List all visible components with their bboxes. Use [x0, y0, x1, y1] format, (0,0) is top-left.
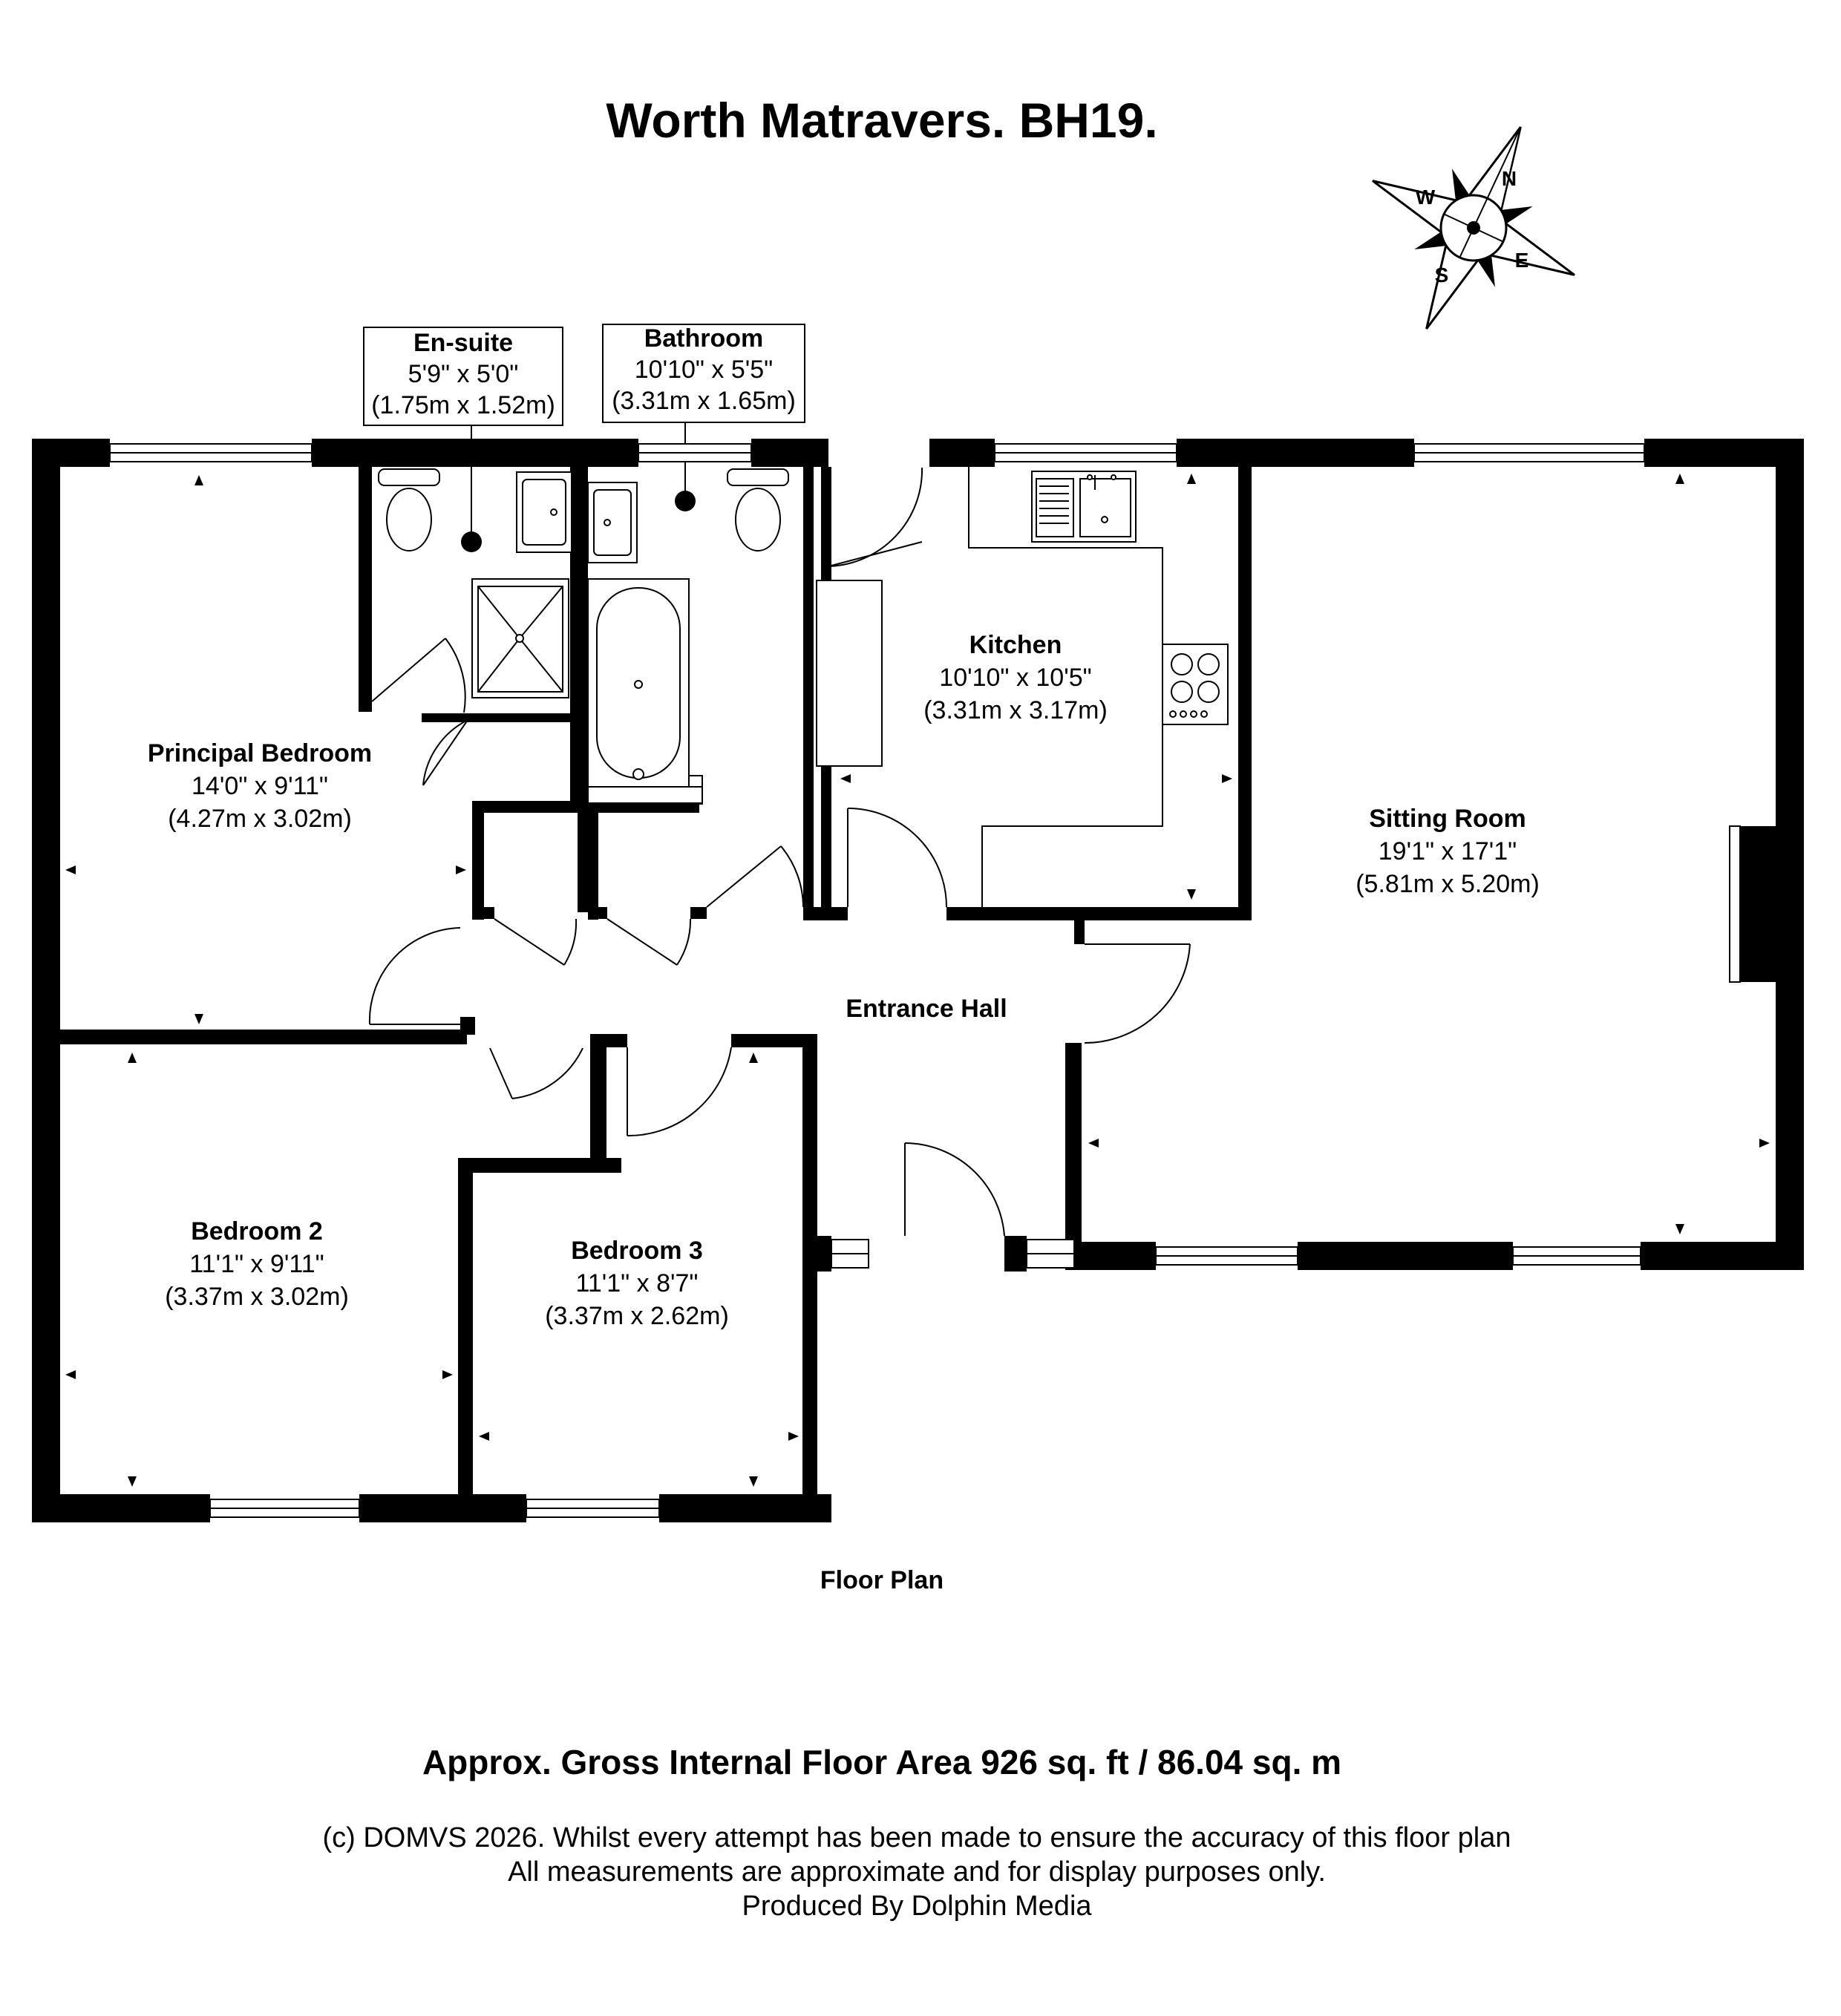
compass-label-n: N — [1501, 167, 1517, 190]
room-dim-imperial: 10'10" x 5'5" — [634, 356, 774, 384]
compass-label-w: W — [1415, 186, 1436, 209]
room-dim-imperial: 10'10" x 10'5" — [939, 664, 1092, 692]
room-dim-imperial: 19'1" x 17'1" — [1378, 837, 1517, 865]
disclaimer-line: (c) DOMVS 2026. Whilst every attempt has been made to ensure the accuracy of this floor plan — [322, 1822, 1511, 1853]
room-dim-imperial: 11'1" x 9'11" — [189, 1250, 324, 1278]
room-name: Bedroom 3 — [571, 1237, 703, 1265]
compass-rose-icon — [1326, 80, 1622, 376]
basin-icon — [517, 472, 572, 552]
room-bedroom-2 — [165, 1217, 349, 1311]
room-dim-imperial: 14'0" x 9'11" — [192, 772, 328, 800]
plan-title: Worth Matravers. BH19. — [606, 93, 1158, 148]
walls — [32, 439, 1804, 1522]
room-dim-metric: (3.31m x 1.65m) — [612, 387, 796, 415]
room-dim-metric: (1.75m x 1.52m) — [371, 391, 555, 419]
room-name: Bathroom — [644, 324, 764, 353]
room-dim-metric: (3.31m x 3.17m) — [923, 696, 1108, 724]
room-principal-bedroom — [148, 739, 372, 833]
room-name: Sitting Room — [1369, 805, 1526, 833]
compass-label-s: S — [1434, 264, 1449, 287]
basin-icon — [588, 482, 637, 563]
room-dim-metric: (3.37m x 2.62m) — [545, 1302, 729, 1330]
floor-area: Approx. Gross Internal Floor Area 926 sq. ft / 86.04 sq. m — [422, 1743, 1342, 1781]
compass-label-e: E — [1514, 249, 1529, 272]
hob-icon — [1163, 644, 1228, 724]
shower-tray-icon — [472, 579, 569, 698]
disclaimer-line: All measurements are approximate and for display purposes only. — [508, 1856, 1326, 1888]
room-entrance-hall — [846, 995, 1007, 1023]
room-dim-imperial: 11'1" x 8'7" — [575, 1269, 699, 1297]
room-dim-metric: (3.37m x 3.02m) — [165, 1283, 349, 1311]
room-name: Entrance Hall — [846, 995, 1007, 1023]
floor-label: Floor Plan — [820, 1566, 944, 1594]
room-bedroom-3 — [545, 1237, 729, 1330]
sink-icon — [1032, 471, 1136, 542]
room-name: Principal Bedroom — [147, 739, 373, 768]
room-dim-imperial: 5'9" x 5'0" — [408, 360, 519, 388]
dimension-markers — [65, 474, 1770, 1487]
room-dim-metric: (5.81m x 5.20m) — [1356, 870, 1540, 898]
room-name: Bedroom 2 — [191, 1217, 323, 1246]
toilet-icon — [379, 469, 439, 551]
room-sitting-room — [1356, 805, 1540, 898]
toilet-icon — [727, 469, 788, 551]
room-dim-metric: (4.27m x 3.02m) — [168, 805, 352, 833]
disclaimer-line: Produced By Dolphin Media — [742, 1891, 1092, 1922]
room-name: Kitchen — [969, 631, 1062, 659]
room-name: En-suite — [413, 329, 514, 357]
bath-icon — [588, 579, 702, 804]
